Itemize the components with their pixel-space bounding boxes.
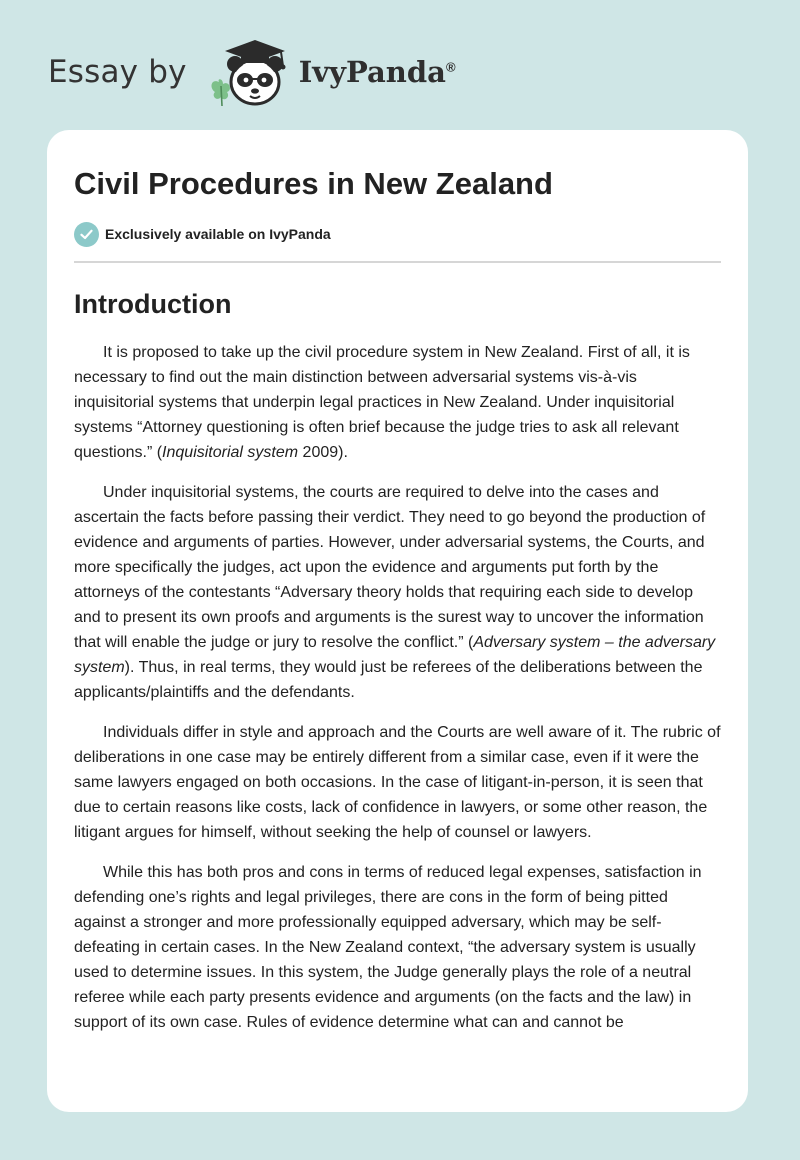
- brand-name: IvyPanda®: [298, 55, 456, 89]
- paragraph-text: Individuals differ in style and approach and the Courts are well aware of it. The rubric of deliberations in one case may be entirely different from a similar case, even if it were the same lawyers engaged on both occasions. In the case of litigant-in-person, it is seen that due to certain reasons like costs, lack of confidence in lawyers, or some other reason, the litigant argues for himself, without seeking the help of counsel or lawyers.: [74, 724, 721, 841]
- exclusive-badge-text: Exclusively available on IvyPanda: [105, 226, 331, 242]
- italic-citation: Inquisitorial system: [162, 444, 299, 461]
- body-paragraph: [74, 480, 721, 705]
- section-heading: Introduction: [74, 289, 232, 319]
- paragraph-text: ). Thus, in real terms, they would just be referees of the deliberations between the applicants/plaintiffs and the defendants.: [74, 659, 703, 701]
- body-paragraph: [74, 860, 721, 1035]
- essay-body: [74, 340, 721, 1035]
- body-paragraph: [74, 340, 721, 465]
- italic-citation: Adversary system – the adversary system: [74, 634, 716, 676]
- divider: [74, 261, 721, 263]
- brand-prefix: Essay by: [48, 54, 187, 90]
- paragraph-text: 2009).: [298, 444, 348, 461]
- paragraph-text: While this has both pros and cons in terms of reduced legal expenses, satisfaction in defending one’s rights and legal privileges, there are cons in the form of being pitted against a stronger and more professionally equipped adversary, which may be self-defeating in certain cases. In the New Zealand context, “the adversary system is usually used to determine issues. In this system, the Judge generally plays the role of a neutral referee while each party presents evidence and arguments (on the facts and the law) in support of its own case. Rules of evidence determine what can and cannot be: [74, 864, 702, 1031]
- registered-mark: ®: [445, 59, 456, 75]
- paragraph-text: It is proposed to take up the civil procedure system in New Zealand. First of all, it is necessary to find out the main distinction between adversarial systems vis-à-vis inquisitorial systems that underpin legal practices in New Zealand. Under inquisitorial systems “Attorney questioning is often brief because the judge tries to ask all relevant questions.” (: [74, 344, 690, 461]
- essay-card: [47, 130, 748, 1112]
- ivy-leaf-icon: [211, 79, 229, 106]
- check-circle-icon: [74, 222, 99, 247]
- body-paragraph: [74, 720, 721, 845]
- brand-logo[interactable]: [48, 32, 456, 112]
- paragraph-text: Under inquisitorial systems, the courts are required to delve into the cases and ascertain the facts before passing their verdict. They need to go beyond the production of evidence and arguments of parties. However, under adversarial systems, the Courts, and more specifically the judges, act upon the evidence and arguments put forth by the attorneys of the contestants “Adversary theory holds that requiring each side to develop and to present its own proofs and arguments is the surest way to uncover the information that will enable the judge or jury to resolve the conflict.” (: [74, 484, 706, 651]
- exclusive-badge: [74, 221, 721, 247]
- panda-mascot-icon: [201, 34, 297, 110]
- page-title: Civil Procedures in New Zealand: [74, 166, 553, 201]
